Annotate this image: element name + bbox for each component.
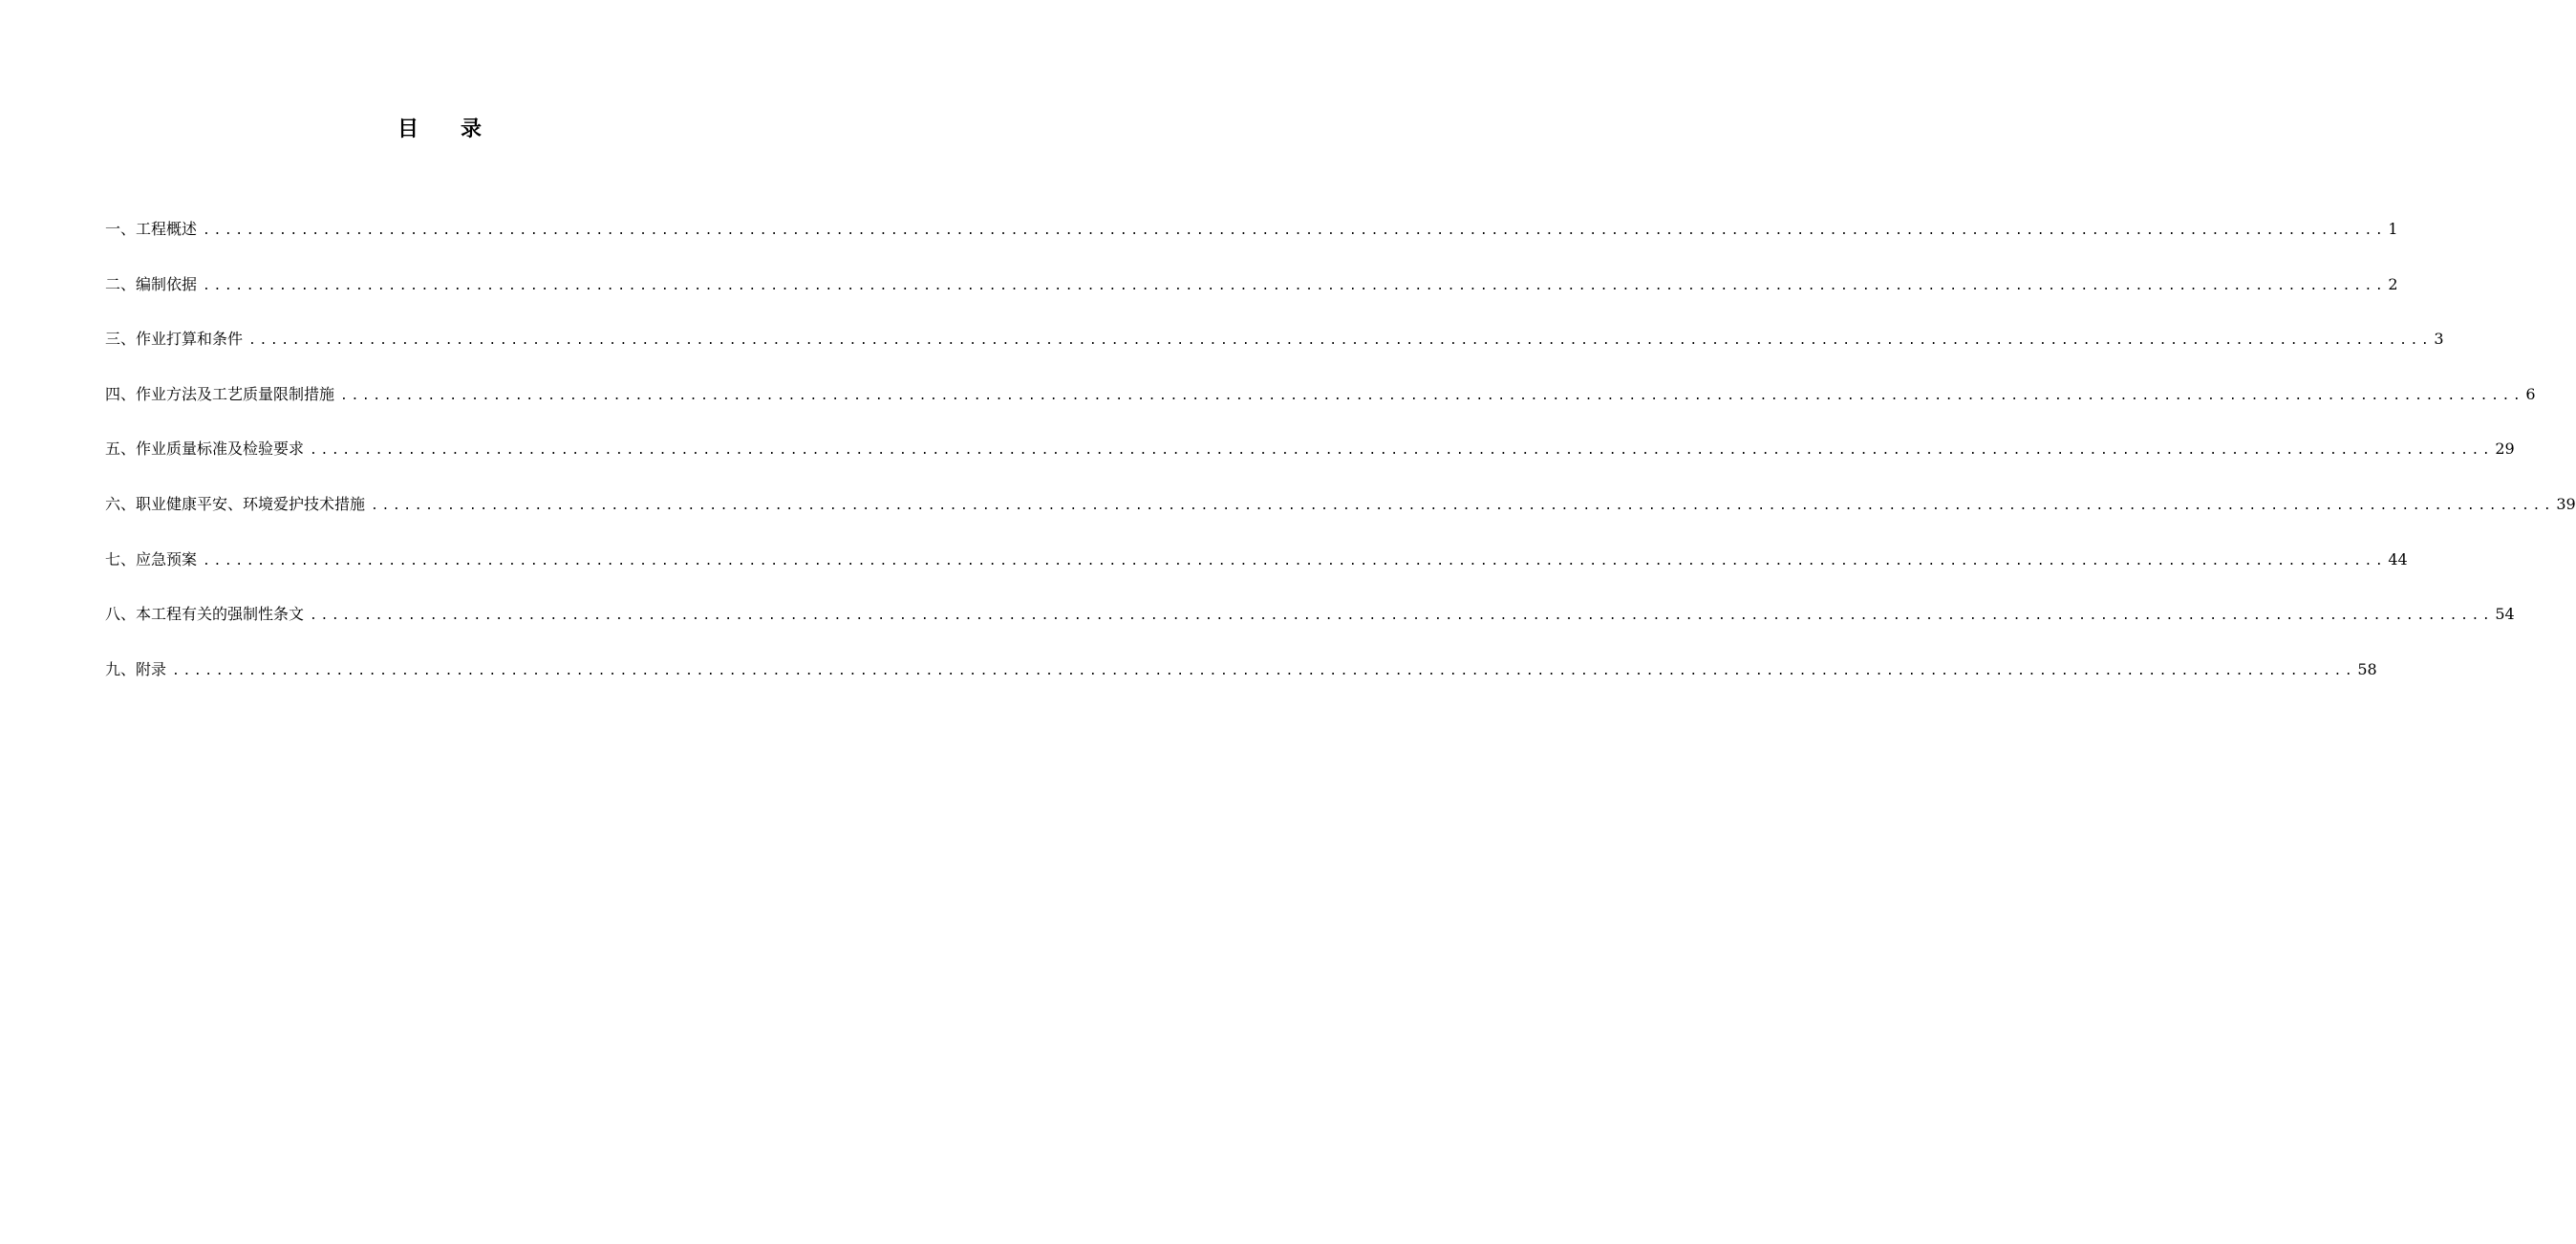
- toc-entry-label: 七、应急预案: [105, 549, 198, 568]
- toc-entry-page: 58: [2357, 659, 2377, 678]
- toc-dot-leader: ........................................................................................................................................................................................................: [203, 224, 2387, 238]
- toc-entry-page: 3: [2434, 330, 2444, 349]
- toc-dot-leader: ........................................................................................................................................................................................................: [203, 553, 2387, 568]
- toc-dot-leader: ........................................................................................................................................................................................................: [340, 388, 2524, 403]
- toc-entry[interactable]: [105, 491, 2576, 547]
- toc-entry[interactable]: [105, 326, 2444, 381]
- toc-list: [105, 216, 2576, 711]
- toc-entry-label: 四、作业方法及工艺质量限制措施: [105, 384, 335, 403]
- toc-entry-page: 39: [2556, 494, 2576, 513]
- toc-dot-leader: ........................................................................................................................................................................................................: [371, 498, 2555, 513]
- toc-dot-leader: ........................................................................................................................................................................................................: [172, 663, 2356, 678]
- toc-title: [0, 113, 879, 142]
- toc-dot-leader: ........................................................................................................................................................................................................: [248, 333, 2433, 349]
- toc-entry[interactable]: [105, 656, 2377, 712]
- toc-dot-leader: ........................................................................................................................................................................................................: [203, 278, 2387, 293]
- toc-entry[interactable]: [105, 436, 2515, 491]
- toc-dot-leader: ........................................................................................................................................................................................................: [310, 443, 2494, 459]
- toc-entry-page: 2: [2388, 274, 2398, 293]
- toc-entry[interactable]: [105, 271, 2398, 327]
- toc-entry-label: 九、附录: [105, 659, 167, 678]
- toc-entry-label: 八、本工程有关的强制性条文: [105, 605, 305, 624]
- toc-entry-page: 44: [2388, 549, 2408, 568]
- toc-entry-page: 1: [2388, 220, 2398, 238]
- toc-entry[interactable]: [105, 216, 2398, 271]
- toc-entry[interactable]: [105, 547, 2408, 602]
- toc-entry-page: 54: [2495, 605, 2515, 624]
- toc-entry-page: 29: [2495, 440, 2515, 459]
- toc-entry-label: 五、作业质量标准及检验要求: [105, 440, 305, 459]
- toc-entry-label: 三、作业打算和条件: [105, 330, 244, 349]
- toc-dot-leader: ........................................................................................................................................................................................................: [310, 609, 2494, 624]
- toc-entry[interactable]: [105, 381, 2536, 437]
- toc-entry-label: 二、编制依据: [105, 274, 198, 293]
- toc-entry-page: 6: [2525, 384, 2536, 403]
- toc-title-char-2: 录: [461, 117, 483, 141]
- toc-title-char-1: 目: [397, 117, 419, 141]
- toc-entry-label: 一、工程概述: [105, 220, 198, 238]
- toc-entry[interactable]: [105, 601, 2515, 656]
- toc-entry-label: 六、职业健康平安、环境爱护技术措施: [105, 494, 366, 513]
